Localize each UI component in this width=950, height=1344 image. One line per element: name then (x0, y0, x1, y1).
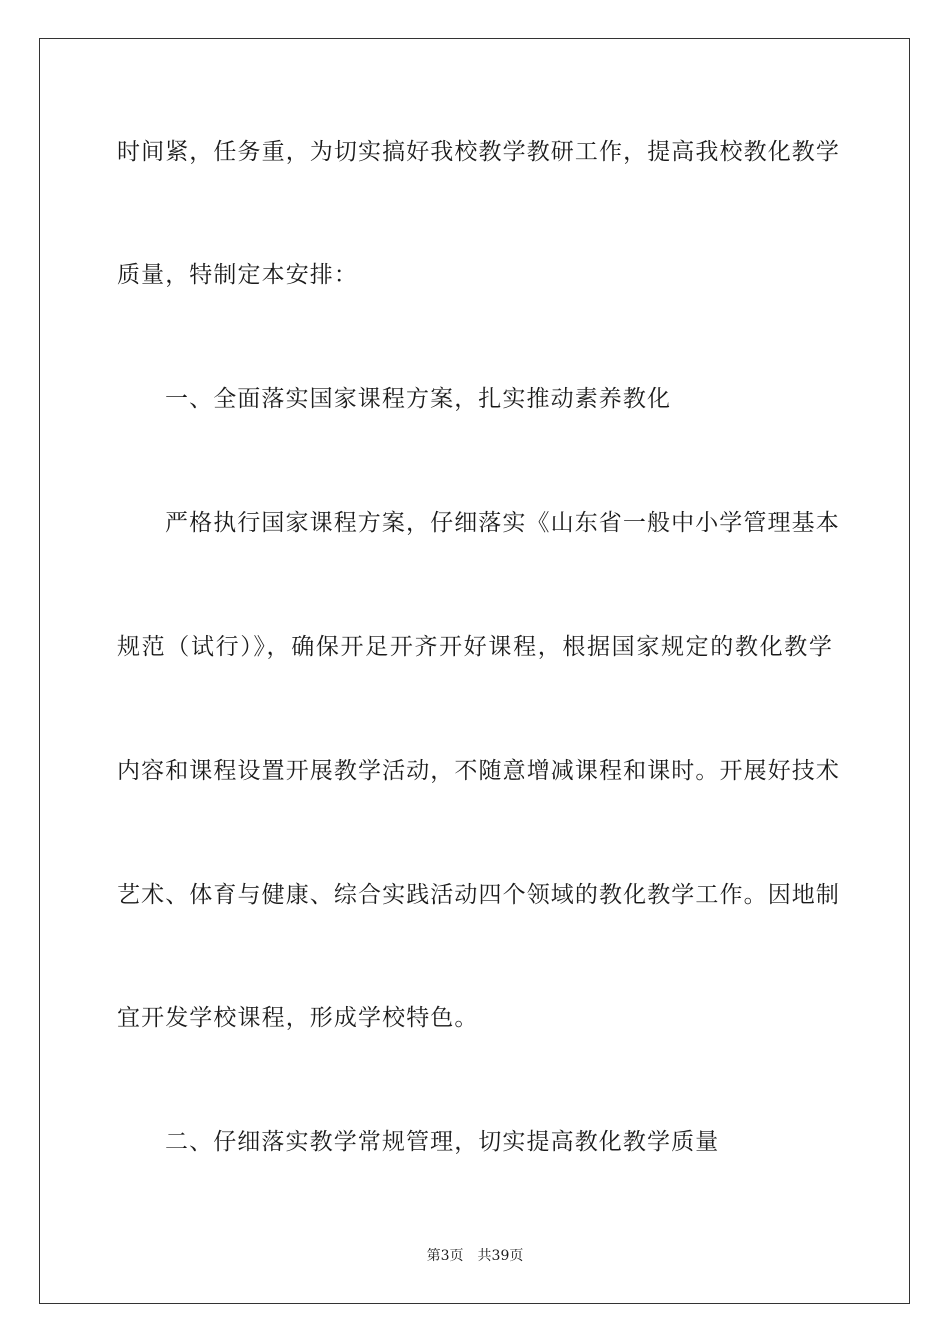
body-text-line: 宜开发学校课程，形成学校特色。 (117, 1005, 479, 1031)
page-border (39, 38, 910, 1304)
body-text-line: 质量，特制定本安排： (117, 262, 358, 288)
body-text-line: 艺术、体育与健康、综合实践活动四个领域的教化教学工作。因地制 (117, 882, 840, 908)
body-text-line: 规范（试行）》，确保开足开齐开好课程，根据国家规定的教化教学 (117, 634, 833, 660)
body-text-line: 内容和课程设置开展教学活动，不随意增减课程和课时。开展好技术 (117, 758, 840, 784)
page-number: 第3页 (426, 1248, 464, 1264)
section-heading-2: 二、仔细落实教学常规管理，切实提高教化教学质量 (165, 1129, 720, 1155)
page-footer (0, 1247, 950, 1265)
page-total: 共39页 (477, 1248, 524, 1264)
section-heading-1: 一、全面落实国家课程方案，扎实推动素养教化 (165, 386, 672, 412)
body-text-line: 严格执行国家课程方案，仔细落实《山东省一般中小学管理基本 (165, 510, 840, 536)
body-text-line: 时间紧，任务重，为切实搞好我校教学教研工作，提高我校教化教学 (117, 139, 840, 165)
